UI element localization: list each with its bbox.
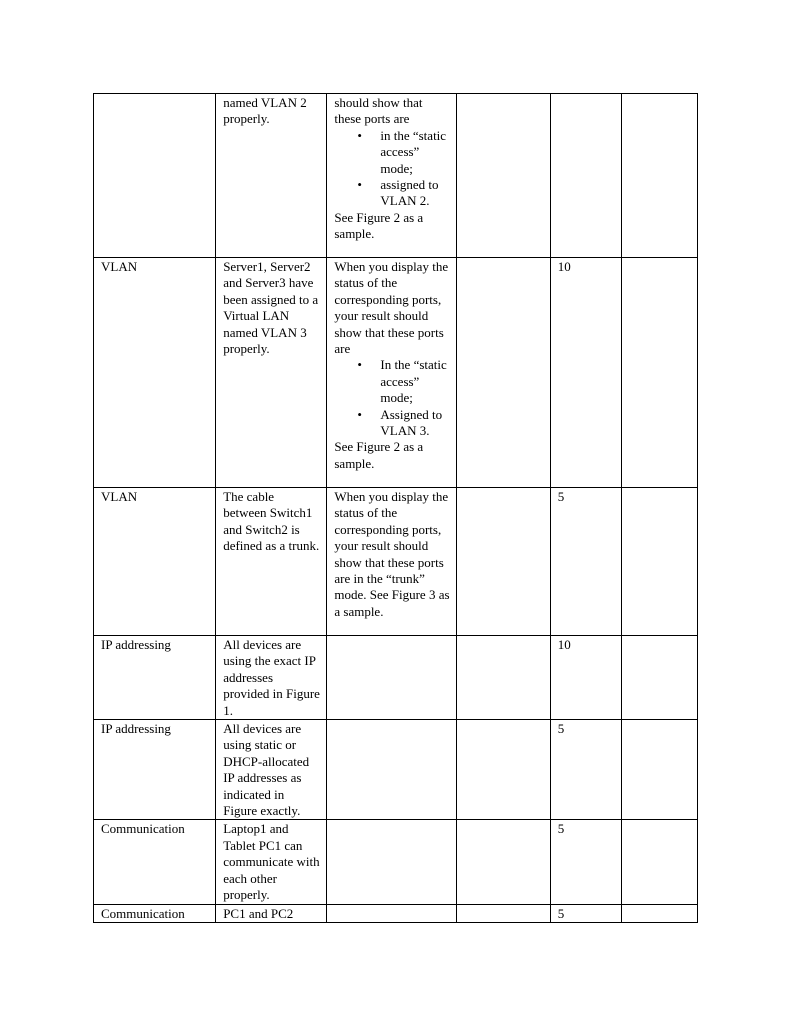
criterion-cell: IP addressing xyxy=(94,636,216,720)
blank-cell xyxy=(621,720,697,820)
table-row xyxy=(94,636,698,720)
table-row xyxy=(94,94,698,258)
points-cell: 5 xyxy=(550,820,621,904)
points-cell: 5 xyxy=(550,904,621,922)
criterion-cell: Communication xyxy=(94,820,216,904)
blank-cell xyxy=(621,488,697,636)
evidence-cell xyxy=(327,94,456,258)
evidence-intro: should show that these ports are xyxy=(334,95,423,127)
table-row xyxy=(94,820,698,904)
criterion-cell: VLAN xyxy=(94,488,216,636)
blank-cell xyxy=(456,488,550,636)
points-cell xyxy=(550,94,621,258)
points-cell: 10 xyxy=(550,258,621,488)
points-cell: 5 xyxy=(550,720,621,820)
description-cell: PC1 and PC2 xyxy=(216,904,327,922)
description-cell: All devices are using the exact IP addresses provided in Figure 1. xyxy=(216,636,327,720)
blank-cell xyxy=(456,720,550,820)
description-cell: named VLAN 2 properly. xyxy=(216,94,327,258)
points-cell: 5 xyxy=(550,488,621,636)
description-cell: Laptop1 and Tablet PC1 can communicate with each other properly. xyxy=(216,820,327,904)
description-cell: The cable between Switch1 and Switch2 is defined as a trunk. xyxy=(216,488,327,636)
evidence-outro: See Figure 2 as a sample. xyxy=(334,209,424,242)
blank-cell xyxy=(456,820,550,904)
description-cell: Server1, Server2 and Server3 have been assigned to a Virtual LAN named VLAN 3 properly. xyxy=(216,258,327,488)
blank-cell xyxy=(621,820,697,904)
table-row xyxy=(94,720,698,820)
blank-cell xyxy=(621,94,697,258)
evidence-cell xyxy=(327,636,456,720)
blank-cell xyxy=(456,636,550,720)
description-cell: All devices are using static or DHCP-allocated IP addresses as indicated in Figure exactly. xyxy=(216,720,327,820)
evidence-bullet: • Assigned to VLAN 3. xyxy=(380,407,449,440)
blank-cell xyxy=(456,904,550,922)
evidence-cell xyxy=(327,820,456,904)
evidence-bullet-list xyxy=(334,128,449,210)
evidence-bullet-list xyxy=(334,357,449,439)
evidence-bullet: • assigned to VLAN 2. xyxy=(380,177,449,210)
criterion-cell xyxy=(94,94,216,258)
criterion-cell: IP addressing xyxy=(94,720,216,820)
evidence-cell xyxy=(327,904,456,922)
table-row xyxy=(94,904,698,922)
criterion-cell: Communication xyxy=(94,904,216,922)
evidence-outro: See Figure 2 as a sample. xyxy=(334,439,424,471)
evidence-intro: When you display the status of the corresponding ports, your result should show that these ports are xyxy=(334,259,449,357)
blank-cell xyxy=(456,94,550,258)
table-row xyxy=(94,488,698,636)
table-row xyxy=(94,258,698,488)
evidence-bullet: • in the “static access” mode; xyxy=(380,128,449,177)
points-cell: 10 xyxy=(550,636,621,720)
evidence-cell xyxy=(327,720,456,820)
blank-cell xyxy=(621,904,697,922)
blank-cell xyxy=(621,636,697,720)
evidence-cell xyxy=(327,258,456,488)
marking-rubric-table xyxy=(93,93,698,923)
criterion-cell: VLAN xyxy=(94,258,216,488)
evidence-bullet: • In the “static access” mode; xyxy=(380,357,449,406)
blank-cell xyxy=(456,258,550,488)
blank-cell xyxy=(621,258,697,488)
evidence-cell: When you display the status of the corresponding ports, your result should show that these ports are in the “trunk” mode. See Figure 3 as a sample. xyxy=(327,488,456,636)
